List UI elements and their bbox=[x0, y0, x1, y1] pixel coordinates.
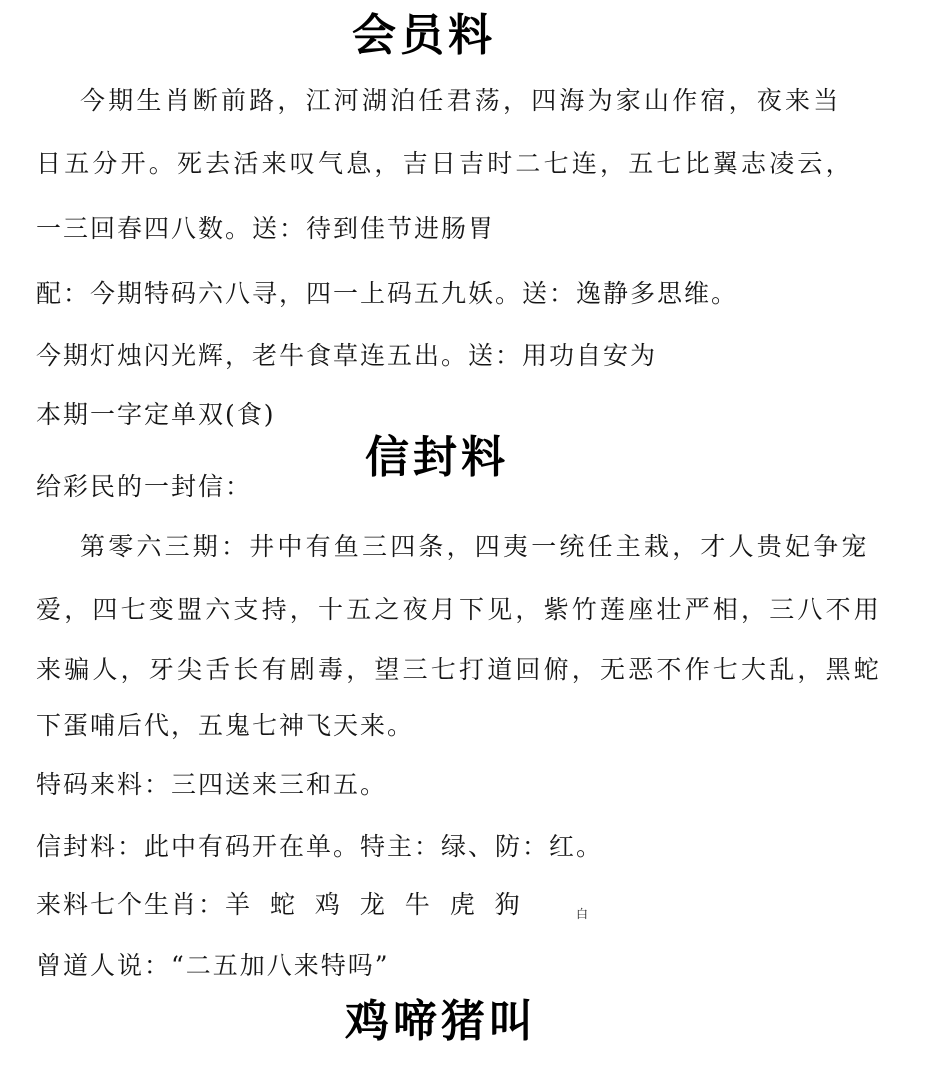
member-line-4: 配：今期特码六八寻，四一上码五九妖。送：逸静多思维。 bbox=[36, 279, 739, 308]
member-line-5: 今期灯烛闪光辉，老牛食草连五出。送：用功自安为 bbox=[36, 341, 658, 370]
envelope-line-5: 特码来料：三四送来三和五。 bbox=[36, 770, 388, 799]
section-title-member: 会员料 bbox=[352, 10, 496, 61]
envelope-line-2: 爱，四七变盟六支持，十五之夜月下见，紫竹莲座壮严相，三八不用 bbox=[36, 595, 883, 624]
section-title-footer: 鸡啼猪叫 bbox=[345, 996, 537, 1047]
envelope-line-4: 下蛋哺后代，五鬼七神飞天来。 bbox=[36, 711, 415, 740]
envelope-line-8: 曾道人说：“二五加八来特吗” bbox=[36, 951, 390, 980]
section-title-envelope: 信封料 bbox=[365, 432, 509, 483]
envelope-line-1: 第零六三期：井中有鱼三四条，四夷一统任主栽，才人贵妃争宠 bbox=[80, 532, 870, 561]
member-line-6: 本期一字定单双(食) bbox=[36, 400, 276, 429]
member-line-1: 今期生肖断前路，江河湖泊任君荡，四海为家山作宿，夜来当 bbox=[80, 86, 842, 115]
envelope-note: 白 bbox=[576, 907, 589, 921]
member-line-3: 一三回春四八数。送：待到佳节进肠胃 bbox=[36, 214, 496, 243]
envelope-line-greeting: 给彩民的一封信： bbox=[36, 472, 253, 501]
envelope-line-7: 来料七个生肖：羊 蛇 鸡 龙 牛 虎 狗 bbox=[36, 890, 522, 919]
envelope-line-3: 来骗人，牙尖舌长有剧毒，望三七打道回俯，无恶不作七大乱，黑蛇 bbox=[36, 655, 883, 684]
member-line-2: 日五分开。死去活来叹气息，吉日吉时二七连，五七比翼志凌云， bbox=[36, 149, 854, 178]
envelope-line-6: 信封料：此中有码开在单。特主：绿、防：红。 bbox=[36, 832, 604, 861]
